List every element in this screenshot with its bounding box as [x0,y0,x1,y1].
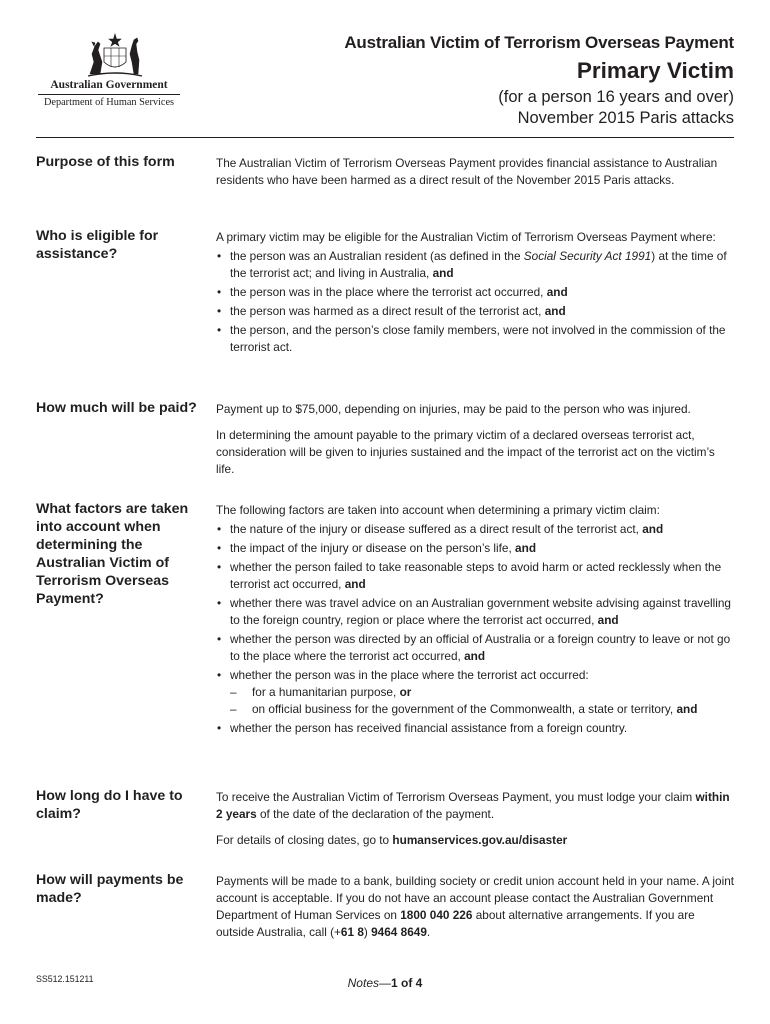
disaster-website-link[interactable]: humanservices.gov.au/disaster [392,833,568,847]
international-phone-number: 9464 8649 [371,925,427,939]
list-item: • whether the person was in the place where the terrorist act occurred: [217,668,589,682]
section-content [216,502,736,739]
section-heading: How long do I have to claim? [36,788,183,822]
list-item: • whether there was travel advice on an Australian government website advising against travelling to the foreign country, region or place where the terrorist act occurred, and [217,596,731,627]
page-number: 1 of 4 [391,976,423,990]
form-event: November 2015 Paris attacks [517,109,734,127]
section-content [216,229,736,358]
list-subitem: – for a humanitarian purpose, or [230,685,412,699]
payment-amount-text: Payment up to $75,000, depending on injuries, may be paid to the person who was injured. [216,402,691,416]
factors-list [216,521,736,737]
list-item: • the person was an Australian resident (as defined in the Social Security Act 1991) at the time of the terrorist act; and living in Australia, and [217,249,727,280]
payment-method-text: Payments will be made to a bank, building society or credit union account held in your name. A joint account is acceptable. If you do not have an account please contact the Australian Government Department of Human Services on 1800 040 226 about alternative arrangements. If you are outside Australia, call (+61 8) 9464 8649. [216,874,735,939]
section-content [216,401,736,487]
list-item: • whether the person has received financial assistance from a foreign country. [217,721,628,735]
claim-time-text: To receive the Australian Victim of Terrorism Overseas Payment, you must lodge your claim within 2 years of the date of the declaration of the payment. [216,790,730,821]
section-content [216,789,736,858]
form-audience: (for a person 16 years and over) [498,88,734,106]
list-item: • whether the person was directed by an official of Australia or a foreign country to leave or not go to the place where the terrorist act occurred, and [217,632,731,663]
list-item: • whether the person failed to take reasonable steps to avoid harm or acted recklessly when the terrorist act occurred, and [217,560,722,591]
section-heading: What factors are taken into account when determining the Australian Victim of Terrorism Overseas Payment? [36,501,189,607]
section-heading: Purpose of this form [36,154,175,170]
form-title-block [344,31,734,129]
form-subtitle: Primary Victim [576,58,734,83]
purpose-text: The Australian Victim of Terrorism Overseas Payment provides financial assistance to Australian residents who have been harmed as a direct result of the November 2015 Paris attacks. [216,156,718,187]
payment-consideration-text: In determining the amount payable to the primary victim of a declared overseas terrorist act, consideration will be given to injuries sustained and the impact of the terrorist act on the victim’s life. [216,428,715,476]
eligibility-intro: A primary victim may be eligible for the Australian Victim of Terrorism Overseas Payment where: [216,230,716,244]
section-heading: Who is eligible for assistance? [36,228,159,262]
department-name: Department of Human Services [43,97,175,108]
page-indicator: Notes—1 of 4 [347,976,423,990]
closing-dates-text: For details of closing dates, go to humanservices.gov.au/disaster [216,833,568,847]
form-code: SS512.151211 [36,974,94,984]
section-heading: How will payments be made? [36,872,184,906]
list-item: • the person, and the person’s close family members, were not involved in the commission of the terrorist act. [217,323,726,354]
list-subitem: – on official business for the government of the Commonwealth, a state or territory, and [230,702,698,716]
list-item: • the nature of the injury or disease suffered as a direct result of the terrorist act, and [217,522,664,536]
eligibility-list [216,248,736,356]
section-heading: How much will be paid? [36,400,197,416]
list-item: • the person was harmed as a direct result of the terrorist act, and [217,304,566,318]
phone-number: 1800 040 226 [400,908,473,922]
government-name: Australian Government [50,79,168,91]
list-item: • the person was in the place where the terrorist act occurred, and [217,285,568,299]
section-content [216,873,736,950]
header-divider [36,137,734,138]
coat-of-arms-icon [84,32,146,78]
logo-divider [38,94,180,95]
section-content [216,155,736,198]
list-item: • the impact of the injury or disease on the person’s life, and [217,541,537,555]
factors-intro: The following factors are taken into account when determining a primary victim claim: [216,503,660,517]
form-title: Australian Victim of Terrorism Overseas Payment [344,33,734,52]
